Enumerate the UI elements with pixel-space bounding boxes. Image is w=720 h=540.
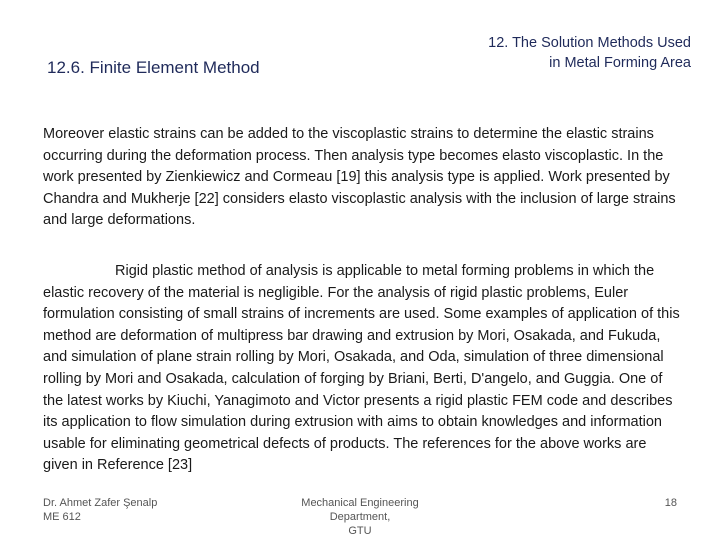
- chapter-header-line2: in Metal Forming Area: [549, 55, 691, 71]
- footer-author: Dr. Ahmet Zafer Şenalp: [43, 497, 158, 509]
- chapter-header: [488, 33, 691, 73]
- footer-department: [270, 496, 450, 538]
- footer-department-line1: Mechanical Engineering Department,: [301, 497, 419, 523]
- section-title: 12.6. Finite Element Method: [47, 58, 260, 77]
- footer-author-block: [43, 496, 157, 524]
- chapter-header-line1: 12. The Solution Methods Used: [488, 35, 691, 51]
- footer-department-line2: GTU: [348, 525, 372, 537]
- footer-course: ME 612: [43, 511, 81, 523]
- body-paragraph-2: Rigid plastic method of analysis is applicable to metal forming problems in which the elastic recovery of the material is negligible. For the analysis of rigid plastic problems, Euler formulation consisting of small strains of increments are used. Some examples of application of this method are deformation of multipress bar drawing and extrusion by Mori, Osakada, and Fukuda, and simulation of plane strain rolling by Mori, Osakada, and Oda, simulation of three dimensional rolling by Mori and Osakada, calculation of forging by Briani, Berti, D'angelo, and Guggia. One of the latest works by Kiuchi, Yanagimoto and Victor presents a rigid plastic FEM code and describes its application to flow simulation during extrusion with aims to obtain knowledges and information usable for eliminating geometrical defects of products. The references for the above works are given in Reference [23]: [43, 263, 680, 474]
- body-paragraph-1: Moreover elastic strains can be added to the viscoplastic strains to determine the elastic strains occurring during the deformation process. Then analysis type becomes elasto viscoplastic. In the work presented by Zienkiewicz and Cormeau [19] this analysis type is applied. Work presented by Chandra and Mukherje [22] considers elasto viscoplastic analysis with the inclusion of large strains and large deformations.: [43, 126, 676, 229]
- page-number: 18: [664, 497, 677, 509]
